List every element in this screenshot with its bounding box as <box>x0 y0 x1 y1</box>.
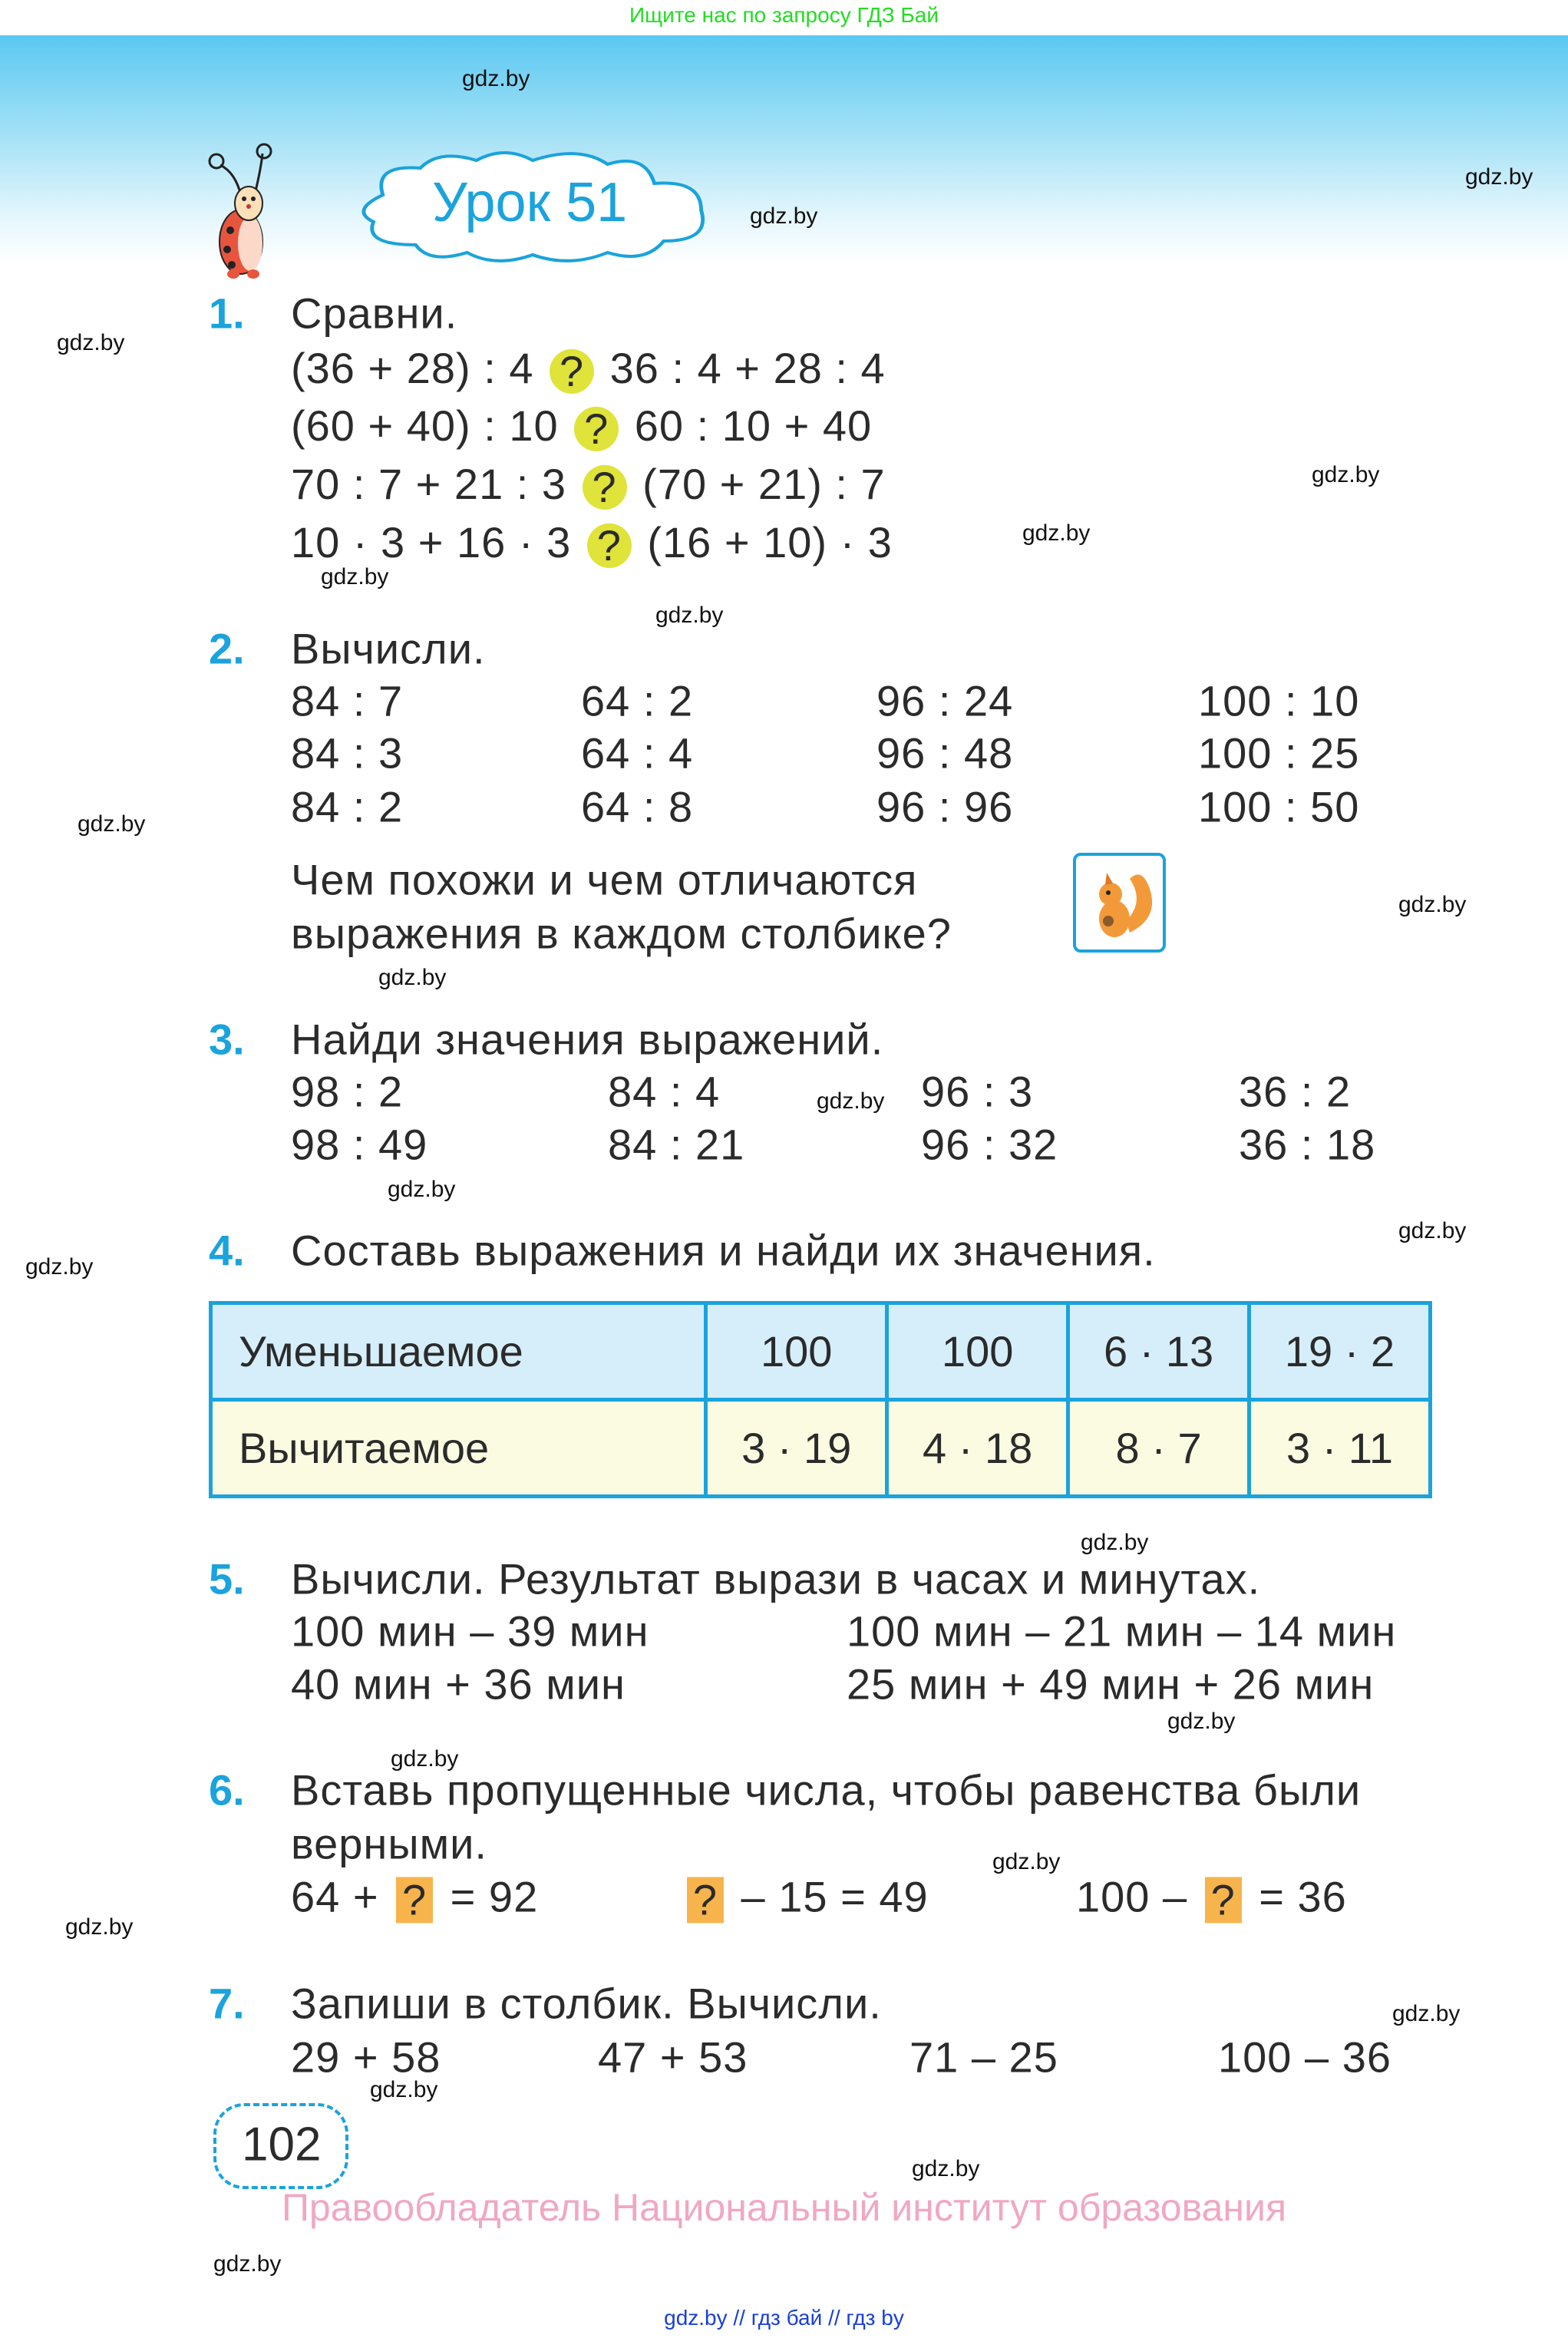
task3-number: 3. <box>209 1015 245 1064</box>
task4-number: 4. <box>209 1226 245 1275</box>
expression: 100 мин – 21 мин – 14 мин <box>847 1607 1397 1656</box>
expression: 84 : 7 <box>291 676 404 725</box>
page-number: 102 <box>242 2118 322 2171</box>
task2-title: Вычисли. <box>291 624 486 673</box>
watermark: gdz.by <box>992 1849 1061 1874</box>
table-cell: 3 · 19 <box>706 1400 887 1497</box>
footer-links[interactable]: gdz.by // гдз бай // гдз by <box>664 2306 904 2330</box>
watermark: gdz.by <box>78 811 146 837</box>
expression-left: 10 · 3 + 16 · 3 <box>291 517 584 566</box>
watermark: gdz.by <box>25 1254 94 1280</box>
expression-right: 36 : 4 + 28 : 4 <box>597 343 886 392</box>
expression: 84 : 2 <box>291 782 404 831</box>
task2-question-line: выражения в каждом столбике? <box>291 909 952 958</box>
watermark: gdz.by <box>1167 1709 1236 1734</box>
task1-title: Сравни. <box>291 289 458 338</box>
expression-left: 64 + <box>291 1872 392 1921</box>
question-mark-placeholder[interactable]: ? <box>687 1877 724 1924</box>
expression: 98 : 49 <box>291 1120 428 1169</box>
watermark: gdz.by <box>388 1177 456 1202</box>
watermark: gdz.by <box>370 2077 438 2102</box>
comparison-row <box>291 401 873 454</box>
task2-question-line: Чем похожи и чем отличаются <box>291 855 918 904</box>
task5-title: Вычисли. Результат вырази в часах и минутах. <box>291 1554 1261 1603</box>
expression-right: = 92 <box>437 1872 539 1921</box>
expression-right: = 36 <box>1246 1872 1347 1921</box>
expression-left: 100 – <box>1076 1872 1200 1921</box>
watermark: gdz.by <box>57 330 125 355</box>
table-cell: 100 <box>887 1303 1068 1400</box>
equation <box>1076 1871 1347 1923</box>
search-banner[interactable]: Ищите нас по запросу ГДЗ Бай <box>629 3 939 27</box>
expression: 100 мин – 39 мин <box>291 1607 649 1656</box>
task4-table <box>209 1301 1432 1498</box>
expression-left: (60 + 40) : 10 <box>291 401 572 450</box>
task6-title: верными. <box>291 1819 487 1868</box>
table-cell: 100 <box>706 1303 887 1400</box>
comparison-row <box>291 343 886 394</box>
watermark: gdz.by <box>1465 164 1533 190</box>
expression-left: (36 + 28) : 4 <box>291 343 547 392</box>
comparison-row <box>291 517 893 568</box>
question-mark-placeholder[interactable]: ? <box>396 1877 433 1924</box>
task2-number: 2. <box>209 624 245 673</box>
table-cell: 3 · 11 <box>1249 1400 1431 1497</box>
table-row-minuend <box>211 1303 1431 1400</box>
expression-right: 60 : 10 + 40 <box>622 401 873 450</box>
expression: 96 : 96 <box>876 782 1014 831</box>
expression: 100 : 25 <box>1198 728 1360 778</box>
expression: 98 : 2 <box>291 1067 404 1116</box>
expression: 96 : 48 <box>876 728 1014 778</box>
watermark: gdz.by <box>1081 1530 1149 1555</box>
watermark: gdz.by <box>912 2156 980 2181</box>
equation <box>291 1871 538 1923</box>
expression: 96 : 32 <box>921 1120 1058 1169</box>
table-header-cell: Вычитаемое <box>211 1400 706 1497</box>
watermark: gdz.by <box>1392 2001 1461 2026</box>
expression: 96 : 3 <box>921 1067 1034 1116</box>
task7-number: 7. <box>209 1979 245 2028</box>
watermark: gdz.by <box>65 1914 134 1940</box>
expression: 25 мин + 49 мин + 26 мин <box>847 1659 1375 1709</box>
task3-title: Найди значения выражений. <box>291 1015 884 1064</box>
watermark: gdz.by <box>213 2251 282 2277</box>
task1-number: 1. <box>209 289 245 338</box>
watermark: gdz.by <box>1398 892 1467 917</box>
expression: 64 : 8 <box>581 782 694 831</box>
task4-title: Составь выражения и найди их значения. <box>291 1226 1156 1275</box>
expression: 40 мин + 36 мин <box>291 1659 626 1709</box>
task5-number: 5. <box>209 1554 245 1603</box>
expression: 84 : 21 <box>608 1120 745 1169</box>
copyright-text: Правообладатель Национальный институт образования <box>281 2186 1287 2229</box>
table-header-cell: Уменьшаемое <box>211 1303 706 1400</box>
expression-right: (70 + 21) : 7 <box>629 459 886 508</box>
expression: 96 : 24 <box>876 676 1014 725</box>
question-mark-placeholder[interactable]: ? <box>583 465 627 510</box>
watermark: gdz.by <box>817 1088 885 1114</box>
lesson-title: Урок 51 <box>432 172 628 233</box>
table-row-subtrahend <box>211 1400 1431 1497</box>
table-cell: 4 · 18 <box>887 1400 1068 1497</box>
question-mark-placeholder[interactable]: ? <box>587 523 632 568</box>
watermark: gdz.by <box>391 1746 459 1772</box>
watermark: gdz.by <box>321 564 389 589</box>
expression: 36 : 18 <box>1239 1120 1376 1169</box>
comparison-row <box>291 459 886 510</box>
expression: 100 – 36 <box>1218 2033 1391 2082</box>
expression: 64 : 4 <box>581 728 694 778</box>
question-mark-placeholder[interactable]: ? <box>574 407 619 451</box>
ladybug-icon <box>193 142 301 280</box>
watermark: gdz.by <box>1022 520 1091 546</box>
watermark: gdz.by <box>750 203 818 229</box>
squirrel-icon <box>1073 853 1166 953</box>
watermark: gdz.by <box>1398 1218 1467 1243</box>
equation <box>682 1871 929 1923</box>
table-cell: 19 · 2 <box>1249 1303 1431 1400</box>
expression: 36 : 2 <box>1239 1067 1352 1116</box>
question-mark-placeholder[interactable]: ? <box>550 349 594 394</box>
expression: 100 : 10 <box>1198 676 1360 725</box>
task7-title: Запиши в столбик. Вычисли. <box>291 1979 882 2028</box>
watermark: gdz.by <box>462 66 530 91</box>
expression: 29 + 58 <box>291 2033 441 2082</box>
task6-number: 6. <box>209 1765 245 1815</box>
expression: 71 – 25 <box>909 2033 1058 2082</box>
expression: 84 : 4 <box>608 1067 721 1116</box>
expression-right: – 15 = 49 <box>728 1872 929 1921</box>
watermark: gdz.by <box>1312 462 1380 487</box>
expression-right: (16 + 10) · 3 <box>634 517 893 566</box>
expression: 84 : 3 <box>291 728 404 778</box>
expression-left: 70 : 7 + 21 : 3 <box>291 459 579 508</box>
table-cell: 6 · 13 <box>1068 1303 1249 1400</box>
expression: 64 : 2 <box>581 676 694 725</box>
expression: 47 + 53 <box>598 2033 748 2082</box>
expression: 100 : 50 <box>1198 782 1360 831</box>
watermark: gdz.by <box>655 603 724 628</box>
watermark: gdz.by <box>378 965 447 990</box>
task6-title: Вставь пропущенные числа, чтобы равенства были <box>291 1765 1362 1815</box>
question-mark-placeholder[interactable]: ? <box>1205 1877 1242 1924</box>
table-cell: 8 · 7 <box>1068 1400 1249 1497</box>
